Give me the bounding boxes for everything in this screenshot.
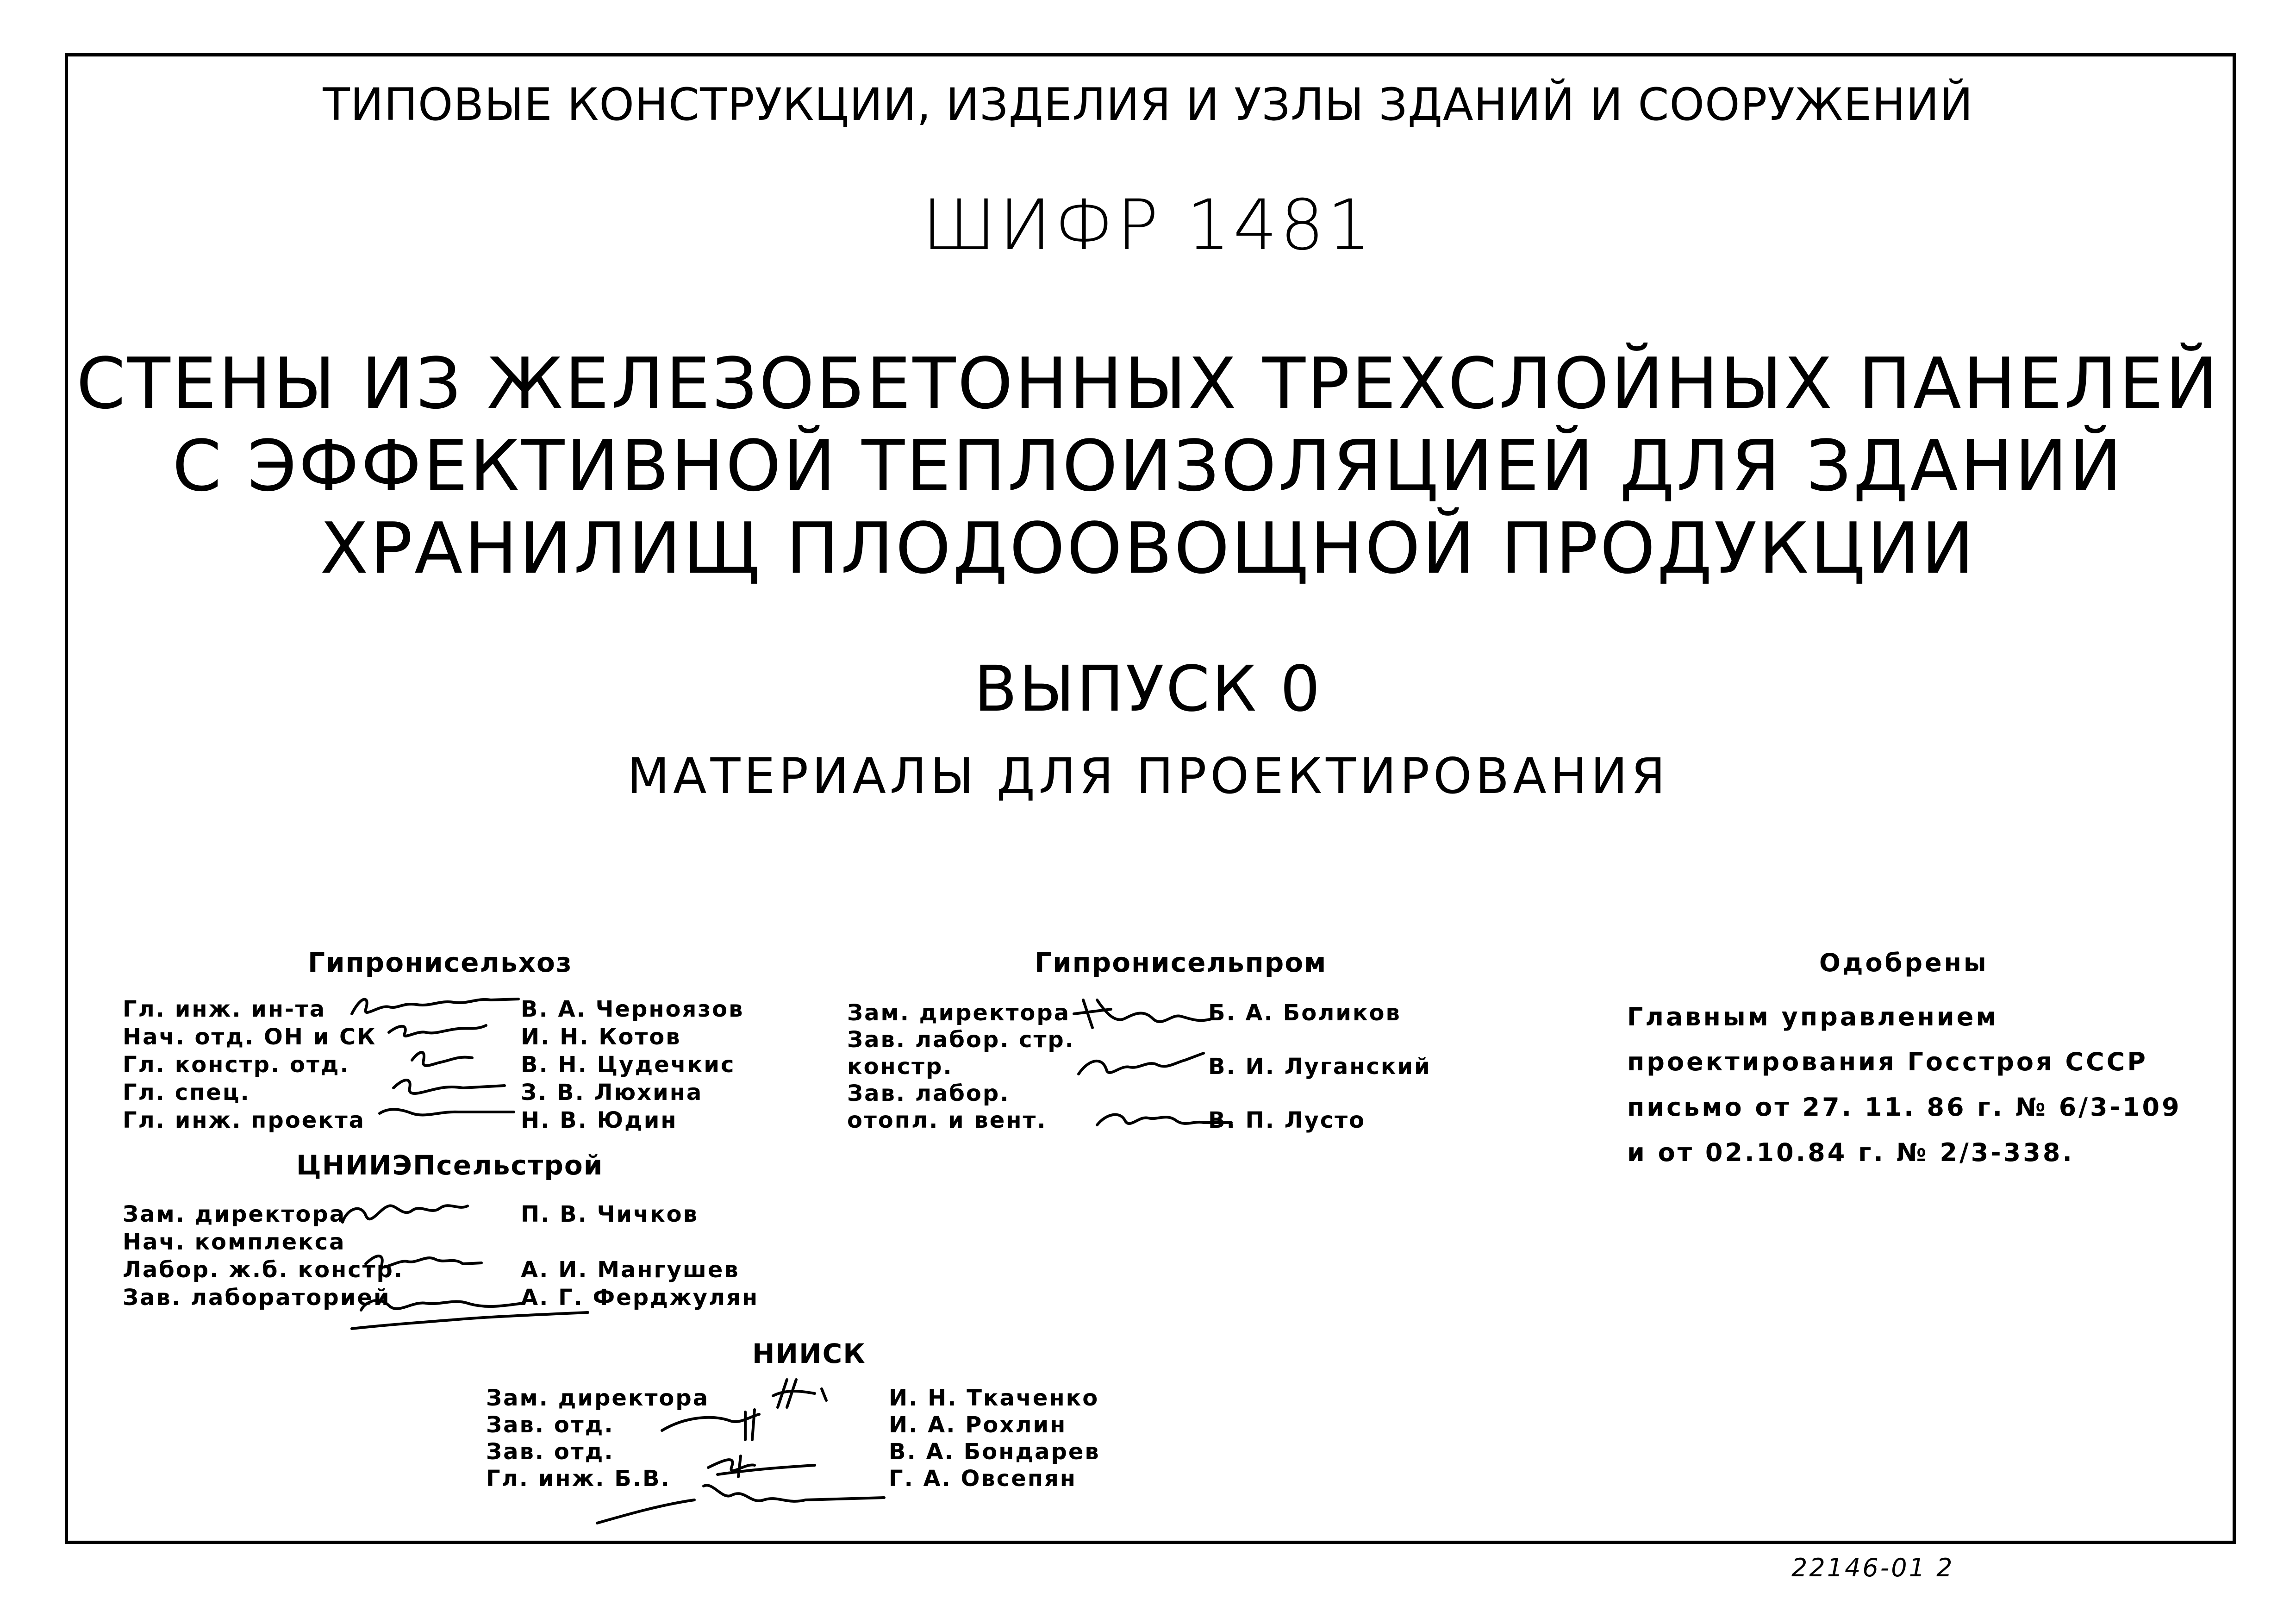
person-name: З. В. Люхина <box>521 1080 703 1106</box>
position-label: Гл. инж. Б.В. <box>486 1466 671 1492</box>
person-name: Б. А. Боликов <box>1208 1000 1401 1026</box>
position-label: Нач. отд. ОН и СК <box>123 1024 377 1050</box>
title-line: С ЭФФЕКТИВНОЙ ТЕПЛОИЗОЛЯЦИЕЙ ДЛЯ ЗДАНИЙ <box>172 425 2124 507</box>
org-heading-giproniselkhoz: Гипронисельхоз <box>308 947 573 978</box>
position-label: констр. <box>847 1054 953 1080</box>
org-heading-niisk: НИИСК <box>752 1338 866 1369</box>
person-name: И. Н. Котов <box>521 1024 681 1050</box>
position-label: Гл. инж. проекта <box>123 1107 366 1133</box>
position-label: Лабор. ж.б. констр. <box>123 1257 404 1283</box>
person-name: П. В. Чичков <box>521 1201 699 1227</box>
issue-number: ВЫПУСК 0 <box>974 653 1322 726</box>
handwritten-signatures-giproniselprom <box>1065 981 1259 1157</box>
person-name: В. А. Черноязов <box>521 996 744 1022</box>
code-number: ШИФР 1481 <box>922 185 1374 266</box>
approval-line: проектирования Госстроя СССР <box>1627 1047 2148 1076</box>
handwritten-signatures-niisk <box>593 1370 889 1528</box>
subtitle: МАТЕРИАЛЫ ДЛЯ ПРОЕКТИРОВАНИЯ <box>627 748 1669 805</box>
position-label: Гл. констр. отд. <box>123 1052 350 1078</box>
approval-line: письмо от 27. 11. 86 г. № 6/3-109 <box>1627 1093 2182 1122</box>
approval-heading: Одобрены <box>1819 948 1989 977</box>
position-label: Гл. спец. <box>123 1080 250 1106</box>
handwritten-signatures-tsniiep <box>338 1190 597 1343</box>
position-label: Гл. инж. ин-та <box>123 996 326 1022</box>
org-heading-giproniselprom: Гипронисельпром <box>1035 947 1327 978</box>
person-name: А. И. Мангушев <box>521 1257 740 1283</box>
position-label: Зам. директора <box>486 1385 710 1411</box>
person-name: В. А. Бондарев <box>889 1439 1100 1465</box>
position-label: Зам. директора <box>123 1201 346 1227</box>
position-label: Зав. лабор. стр. <box>847 1027 1075 1053</box>
person-name: И. А. Рохлин <box>889 1412 1067 1438</box>
series-title: ТИПОВЫЕ КОНСТРУКЦИИ, ИЗДЕЛИЯ И УЗЛЫ ЗДАНИЙ И СООРУЖЕНИЙ <box>323 79 1973 131</box>
person-name: В. И. Луганский <box>1208 1054 1431 1080</box>
position-label: Зав. лабораторией <box>123 1285 391 1311</box>
person-name: В. Н. Цудечкис <box>521 1052 736 1078</box>
position-label: Зав. лабор. <box>847 1081 1010 1106</box>
sheet-stamp-number: 22146-01 2 <box>1791 1553 1954 1582</box>
person-name: Н. В. Юдин <box>521 1107 678 1133</box>
position-label: Нач. комплекса <box>123 1229 346 1255</box>
org-heading-tsniiep: ЦНИИЭПсельстрой <box>296 1149 604 1181</box>
person-name: И. Н. Ткаченко <box>889 1385 1099 1411</box>
position-label: Зав. отд. <box>486 1412 614 1438</box>
approval-line: Главным управлением <box>1627 1002 1999 1031</box>
person-name: Г. А. Овсепян <box>889 1466 1077 1492</box>
document-title <box>0 343 2296 590</box>
position-label: Зав. отд. <box>486 1439 614 1465</box>
position-label: Зам. директора <box>847 1000 1071 1026</box>
handwritten-signatures-giproniselkhoz <box>319 986 523 1143</box>
approval-line: и от 02.10.84 г. № 2/3-338. <box>1627 1138 2074 1167</box>
position-label: отопл. и вент. <box>847 1107 1047 1133</box>
person-name: В. П. Лусто <box>1208 1107 1366 1133</box>
title-line: СТЕНЫ ИЗ ЖЕЛЕЗОБЕТОННЫХ ТРЕХСЛОЙНЫХ ПАНЕЛЕЙ <box>76 343 2220 425</box>
title-line: ХРАНИЛИЩ ПЛОДООВОЩНОЙ ПРОДУКЦИИ <box>320 507 1976 589</box>
person-name: А. Г. Ферджулян <box>521 1285 759 1311</box>
